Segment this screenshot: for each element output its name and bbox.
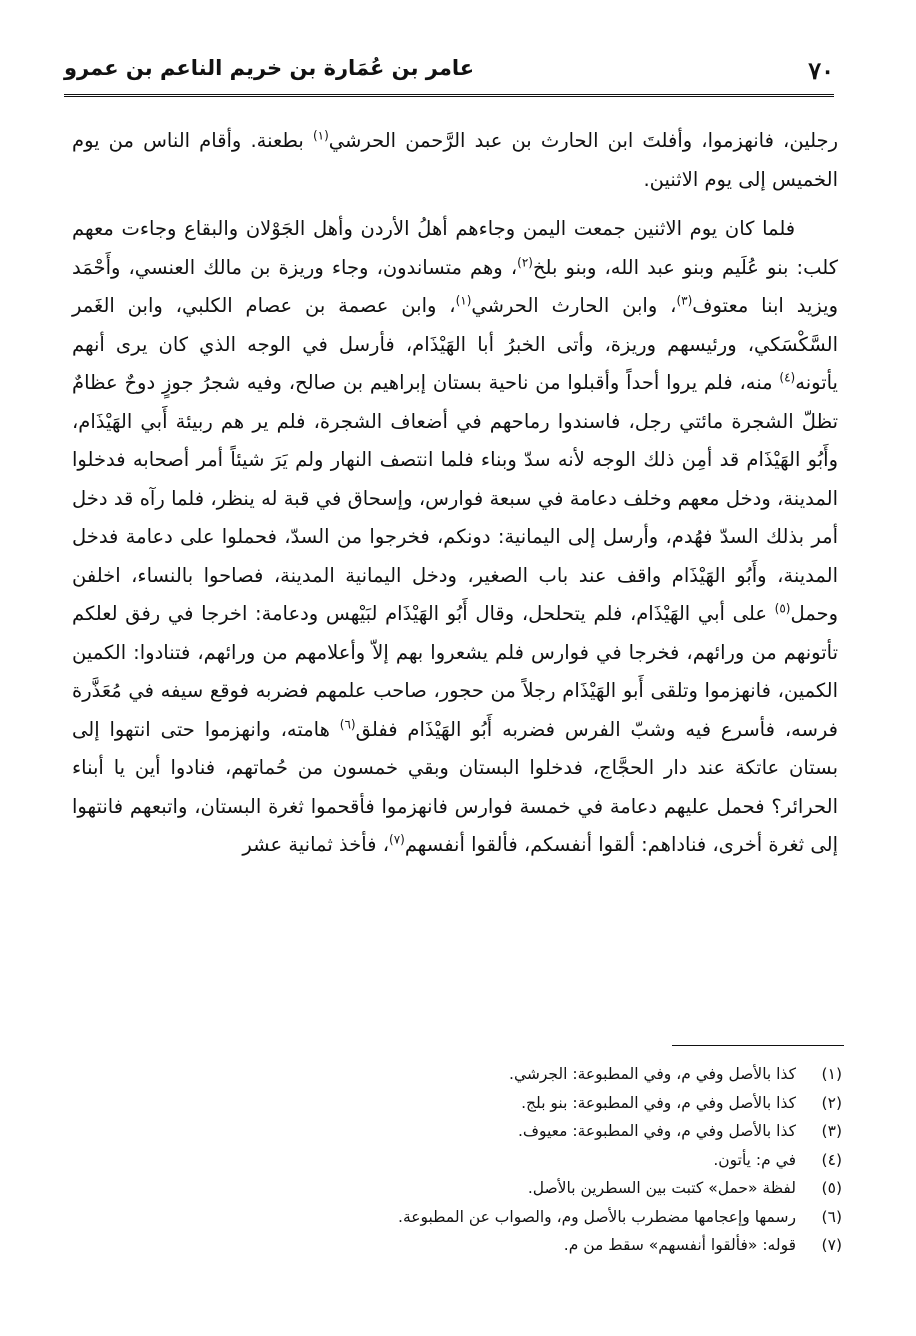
- page-number: ٧٠: [808, 56, 834, 85]
- text-run: ، وابن الحارث الحرشي: [471, 294, 677, 317]
- footnote-ref: (٢): [517, 255, 533, 269]
- footnote-ref: (٥): [774, 601, 791, 616]
- footnote-text: في م: يأتون.: [713, 1150, 796, 1169]
- footnote-number: (٢): [821, 1093, 842, 1112]
- footnote-number: (٧): [821, 1236, 842, 1254]
- footnote-separator: [672, 1045, 844, 1046]
- text-run: بطعنة. وأقام الناس من يوم الخميس إلى يوم الاثنين.: [72, 129, 838, 191]
- text-run: رجلين، فانهزموا، وأفلتَ ابن الحارث بن عبد الرَّحمن الحرشي: [328, 129, 838, 152]
- footnote-ref: (٣): [676, 293, 693, 308]
- footnote-ref: (١): [455, 293, 472, 308]
- footnote-ref: (٤): [779, 370, 796, 385]
- text-run: منه، فلم يروا أحداً وأقبلوا من ناحية بستان إبراهيم بن صالح، وفيه شجرُ جوزٍ دوحٌ عظامٌ تظلّ الشجرة مائتي رجل، فاسندوا رماحهم في أضعاف الشجرة، فلم ير هم ربيئة أَبي الهَيْذَام، وأَبُو الهَيْذَام قد أمِن ذلك الوجه لأنه سدّ وبناء فلما انتصف النهار ولم يَرَ شيئاً أمر أصحابه فدخلوا المدينة، ودخل معهم وخلف دعامة في سبعة فوارس، وإسحاق في قبة له ينظر، فلما رآه قد دخل أمر بذلك السدّ فهُدم، وأرسل إلى اليمانية: دونكم، فخرجوا من السدّ، فحملوا على دعامة فدخل المدينة، وأَبُو الهَيْذَام واقف عند باب الصغير، ودخل اليمانية المدينة، فصاحوا بالنساء، اخلفن وحمل: [72, 371, 838, 625]
- footnote-item: [72, 1060, 842, 1089]
- footnote-item: [72, 1203, 842, 1232]
- footnote-number: (٥): [821, 1179, 842, 1197]
- footnote-item: [72, 1117, 842, 1146]
- text-run: ، وابن عصمة بن عصام الكلبي، وابن الغَمر السَّكْسَكي، ورئيسهم وريزة، وأتى الخبرُ أبا الهَيْذَام، فأرسل في الوجه الذي كان يرى أنهم يأتونه: [72, 294, 838, 394]
- header-rule: [64, 94, 834, 97]
- text-run: على أبي الهَيْذَام، فلم يتحلحل، وقال أَبُو الهَيْذَام لبَيْهس ودعامة: اخرجا في رفق لعلكم تأتونهم من ورائهم، فخرجا في فوارس فلم يشعروا بهم إلاّ وأعلامهم من ورائهم، فتنادوا: الكمين الكمين، فانهزموا وتلقى أَبو الهَيْذَام رجلاً من حجور، صاحب علمهم فضربه فوقع سيفه في مُعَذَّرة فرسه، فأسرع فيه وشبّ الفرس فضربه أَبُو الهَيْذَام ففلق: [72, 602, 838, 741]
- paragraph: [72, 122, 838, 199]
- footnote-text: رسمها وإعجامها مضطرب بالأصل وم، والصواب عن المطبوعة.: [398, 1207, 796, 1226]
- footnote-text: قوله: «فألقوا أنفسهم» سقط من م.: [563, 1236, 796, 1254]
- main-text: [72, 122, 838, 865]
- footnote-number: (٣): [821, 1122, 842, 1140]
- footnote-item: [72, 1231, 842, 1260]
- footnote-text: كذا بالأصل وفي م، وفي المطبوعة: الجرشي.: [509, 1065, 796, 1083]
- footnote-ref: (٦): [339, 717, 356, 731]
- text-run: ، وهم متساندون، وجاء وريزة بن مالك العنسي، وأَحْمَد ويزيد ابنا معتوف: [72, 255, 838, 317]
- text-run: فلما كان يوم الاثنين جمعت اليمن وجاءهم أهلُ الأردن وأهل الجَوْلان والبقاع وجاءت معهم كلب: بنو عُلَيم وبنو عبد الله، وبنو بلخ: [72, 217, 838, 279]
- footnote-ref: (٧): [389, 832, 405, 847]
- footnote-number: (١): [821, 1065, 842, 1083]
- footnote-text: كذا بالأصل وفي م، وفي المطبوعة: بنو بلج.: [521, 1093, 796, 1112]
- running-title: عامر بن عُمَارة بن خريم الناعم بن عمرو: [64, 56, 475, 80]
- footnote-item: [72, 1146, 842, 1175]
- footnotes-list: [72, 1060, 842, 1260]
- paragraph: [72, 210, 838, 865]
- text-run: هامته، وانهزموا حتى انتهوا إلى بستان عاتكة عند دار الحجَّاج، فدخلوا البستان وبقي خمسون من حُماتهم، فنادوا أين يا أبناء الحرائر؟ فحمل عليهم دعامة في خمسة فوارس فانهزموا فأقحموا ثغرة البستان، واتبعهم فانتهوا إلى ثغرة أخرى، فناداهم: ألقوا أنفسكم، فألقوا أنفسهم: [72, 717, 838, 856]
- footnote-ref: (١): [312, 128, 329, 143]
- text-run: ، فأخذ ثمانية عشر: [242, 833, 389, 856]
- page-header: [64, 50, 834, 100]
- footnote-item: [72, 1089, 842, 1118]
- footnote-number: (٤): [821, 1150, 842, 1169]
- footnote-text: كذا بالأصل وفي م، وفي المطبوعة: معيوف.: [517, 1122, 796, 1140]
- footnote-item: [72, 1174, 842, 1203]
- footnote-text: لفظة «حمل» كتبت بين السطرين بالأصل.: [527, 1179, 796, 1197]
- footnote-number: (٦): [821, 1207, 842, 1226]
